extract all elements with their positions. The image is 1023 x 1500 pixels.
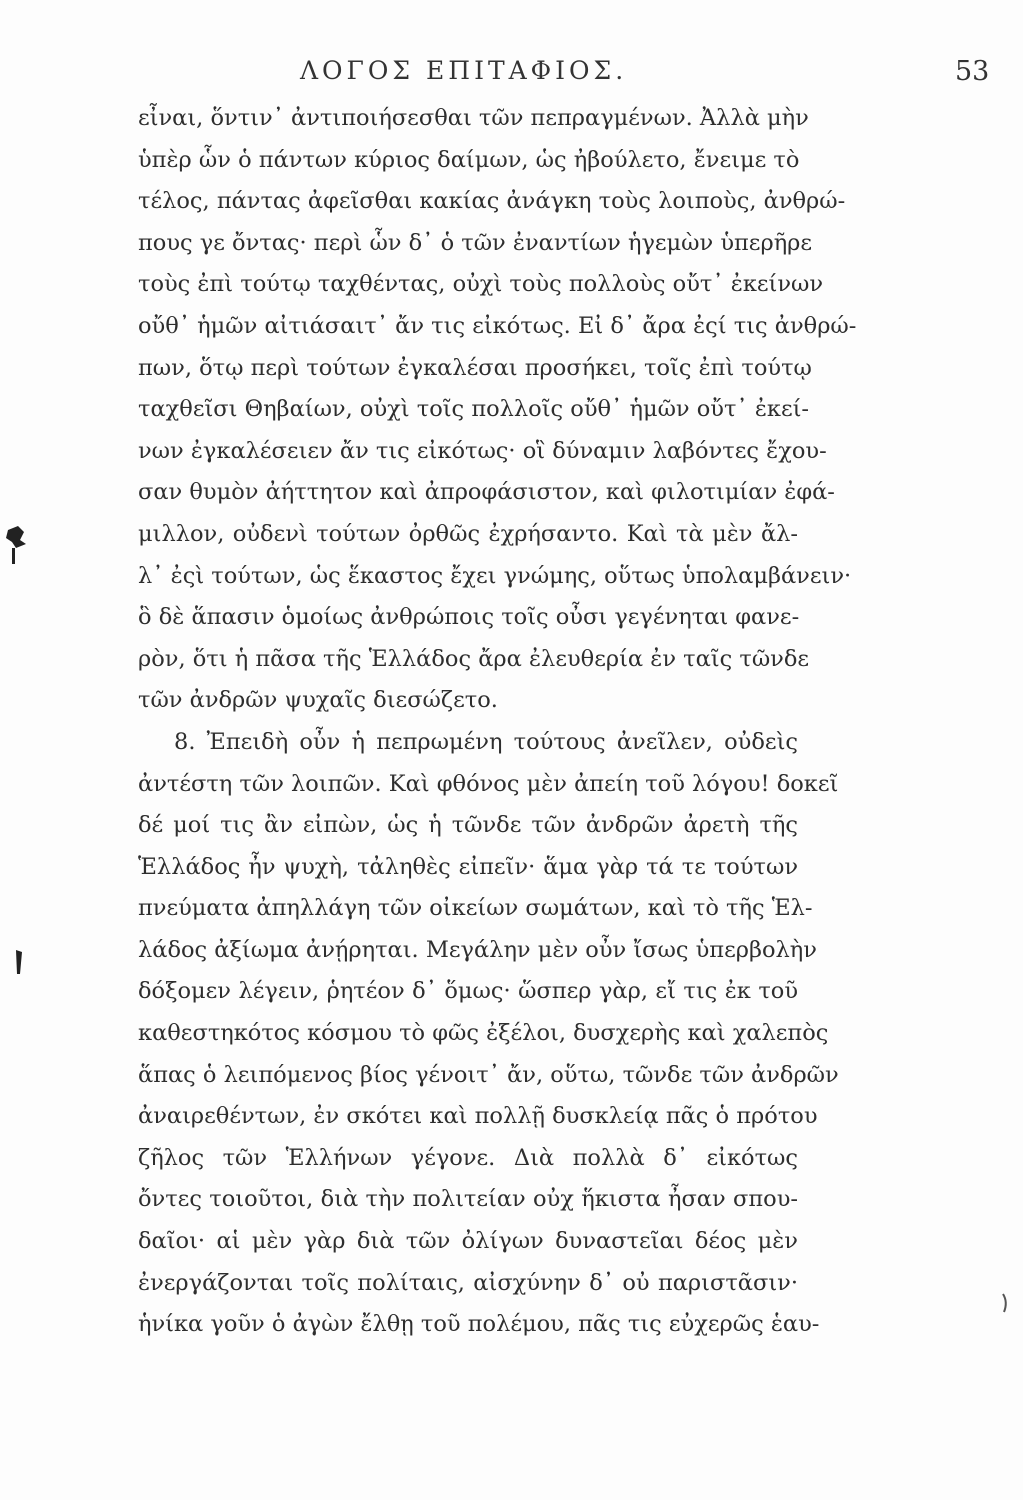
text-line: λάδος ἀξίωμα ἀνῄρηται. Μεγάλην μὲν οὖν ἴσως ὑπερβολὴν bbox=[138, 936, 817, 963]
text-line: ἀναιρεθέντων, ἐν σκότει καὶ πολλῇ δυσκλείᾳ πᾶς ὁ πρότου bbox=[138, 1103, 818, 1130]
text-line: καθεστηκότος κόσμου τὸ φῶς ἐξέλοι, δυσχερὴς καὶ χαλεπὸς bbox=[138, 1020, 829, 1047]
ink-blot-mark bbox=[4, 522, 28, 564]
text-line: ὑπὲρ ὧν ὁ πάντων κύριος δαίμων, ὡς ἠβούλετο, ἔνειμε τὸ bbox=[138, 146, 800, 173]
text-line: Ἑλλάδος ἦν ψυχὴ, τἀληθὲς εἰπεῖν· ἅμα γὰρ τά τε τούτων bbox=[138, 853, 798, 880]
text-line: ζῆλος τῶν Ἑλλήνων γέγονε. Διὰ πολλὰ δ᾽ εἰκότως bbox=[138, 1144, 798, 1171]
text-line: τοὺς ἐπὶ τούτῳ ταχθέντας, οὐχὶ τοὺς πολλοὺς οὔτ᾽ ἐκείνων bbox=[138, 271, 824, 298]
text-line: ταχθεῖσι Θηβαίων, οὐχὶ τοῖς πολλοῖς οὔθ᾽ ἡμῶν οὔτ᾽ ἐκεί- bbox=[138, 396, 810, 423]
text-line: εἶναι, ὅντιν᾽ ἀντιποιήσεσθαι τῶν πεπραγμένων. Ἀλλὰ μὴν bbox=[138, 105, 809, 131]
text-line: λ᾽ ἐςὶ τούτων, ὡς ἕκαστος ἔχει γνώμης, οὕτως ὑπολαμβάνειν· bbox=[138, 562, 852, 589]
text-line: πνεύματα ἀπηλλάγη τῶν οἰκείων σωμάτων, καὶ τὸ τῆς Ἑλ- bbox=[138, 895, 813, 922]
page-number: 53 bbox=[955, 56, 990, 87]
text-line: ἐνεργάζονται τοῖς πολίταις, αἰσχύνην δ᾽ οὐ παριστᾶσιν· bbox=[138, 1269, 798, 1296]
text-line: οὔθ᾽ ἡμῶν αἰτιάσαιτ᾽ ἄν τις εἰκότως. Εἰ δ᾽ ἄρα ἐςί τις ἀνθρώ- bbox=[138, 312, 857, 339]
text-line: πων, ὅτῳ περὶ τούτων ἐγκαλέσαι προσήκει, τοῖς ἐπὶ τούτῳ bbox=[138, 354, 812, 381]
body-text bbox=[138, 98, 857, 1346]
text-line: τέλος, πάντας ἀφεῖσθαι κακίας ἀνάγκη τοὺς λοιποὺς, ἀνθρώ- bbox=[138, 188, 846, 215]
running-header bbox=[0, 56, 1023, 96]
text-line: ἅπας ὁ λειπόμενος βίος γένοιτ᾽ ἄν, οὕτω, τῶνδε τῶν ἀνδρῶν bbox=[138, 1061, 839, 1088]
text-line: σαν θυμὸν ἀήττητον καὶ ἀπροφάσιστον, καὶ φιλοτιμίαν ἐφά- bbox=[138, 479, 835, 506]
ink-speck-mark bbox=[14, 948, 24, 976]
text-line: ὄντες τοιοῦτοι, διὰ τὴν πολιτείαν οὐχ ἥκιστα ἦσαν σπου- bbox=[138, 1186, 798, 1213]
text-line: δέ μοί τις ἂν εἰπὼν, ὡς ἡ τῶνδε τῶν ἀνδρῶν ἀρετὴ τῆς bbox=[138, 812, 798, 839]
text-line: ἀντέστη τῶν λοιπῶν. Καὶ φθόνος μὲν ἀπείη τοῦ λόγου! δοκεῖ bbox=[138, 770, 839, 797]
text-line: τῶν ἀνδρῶν ψυχαῖς διεσώζετο. bbox=[138, 687, 498, 714]
section-start-line: 8. Ἐπειδὴ οὖν ἡ πεπρωμένη τούτους ἀνεῖλεν, οὐδεὶς bbox=[174, 728, 798, 755]
text-line: δαῖοι· αἱ μὲν γὰρ διὰ τῶν ὀλίγων δυναστεῖαι δέος μὲν bbox=[138, 1228, 798, 1255]
text-line: ὃ δὲ ἅπασιν ὁμοίως ἀνθρώποις τοῖς οὖσι γεγένηται φανε- bbox=[138, 604, 800, 631]
text-line: ἡνίκα γοῦν ὁ ἀγὼν ἔλθῃ τοῦ πολέμου, πᾶς τις εὐχερῶς ἑαυ- bbox=[138, 1311, 820, 1338]
text-line: πους γε ὄντας· περὶ ὧν δ᾽ ὁ τῶν ἐναντίων ἡγεμὼν ὑπερῆρε bbox=[138, 229, 813, 256]
text-line: δόξομεν λέγειν, ῥητέον δ᾽ ὅμως· ὥσπερ γὰρ, εἴ τις ἐκ τοῦ bbox=[138, 978, 798, 1005]
running-title: ΛΟΓΟΣ ΕΠΙΤΑΦΙΟΣ. bbox=[300, 56, 628, 85]
text-line: νων ἐγκαλέσειεν ἄν τις εἰκότως· οἳ δύναμιν λαβόντες ἔχου- bbox=[138, 437, 827, 464]
margin-speck-mark bbox=[1000, 1292, 1010, 1314]
text-line: ρὸν, ὅτι ἡ πᾶσα τῆς Ἑλλάδος ἄρα ἐλευθερία ἐν ταῖς τῶνδε bbox=[138, 645, 810, 672]
text-line: μιλλον, οὐδενὶ τούτων ὀρθῶς ἐχρήσαντο. Καὶ τὰ μὲν ἄλ- bbox=[138, 520, 798, 547]
